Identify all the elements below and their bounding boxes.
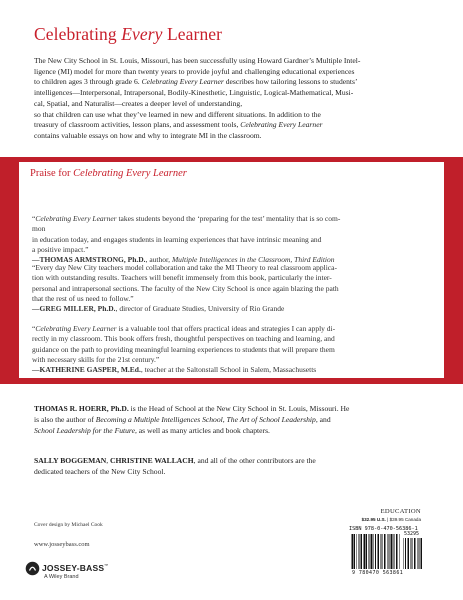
author-bio: THOMAS R. HOERR, Ph.D. is the Head of School at the New City School in St. Louis, Missouri. He is also the author of Becoming a Multiple Intelligences School, The Art of School Leadership, and School Leadership for the Future, as well as many articles and book chapters. (34, 404, 350, 435)
barcode-bars-icon (351, 534, 401, 569)
description-line: treasury of classroom activities, lesson plans, and assessment tools, Celebrating Every Learner (34, 120, 323, 130)
testimonial-gasper: “Celebrating Every Learner is a valuable tool that offers practical ideas and strategies I can apply di- rectly in my classroom. This book offers fresh, thoughtful perspectives on teaching and learning, and guidance on the path to providing meaningful learning experiences to students that will prepare them with necessary skills for the 21st century.” —KATHERINE GASPER, M.Ed., teacher at the Saltonstall School in Salem, Massachusetts (32, 324, 437, 375)
description-line: so that children can use what they’ve learned in new and different situations. In addition to the (34, 109, 321, 119)
contributors-bio: SALLY BOGGEMAN, CHRISTINE WALLACH, and all of the other contributors are the dedicated teachers of the New City School. (34, 456, 316, 476)
testimonial-attribution: —KATHERINE GASPER, M.Ed., teacher at the Saltonstall School in Salem, Massachusetts (32, 365, 317, 375)
praise-heading: Praise for Celebrating Every Learner (30, 168, 187, 179)
description-line: ligence (MI) model for more than twenty years to provide joyful and challenging educational experiences (34, 66, 355, 76)
description-line: contains valuable essays on how and why to integrate MI in the classroom. (34, 130, 262, 140)
publisher-tagline: A Wiley Brand (44, 574, 79, 580)
testimonial-miller: “Every day New City teachers model collaboration and take the MI Theory to real classroom applica- tion with outstanding results. Teachers will benefit immensely from this book, particularly the inter- personal and intrapersonal sections. The faculty of the New City School is once again blazing the path that the rest of us need to follow.” —GREG MILLER, Ph.D., director of Graduate Studies, University of Rio Grande (32, 263, 437, 314)
description-line: to children ages 3 through grade 6. Celebrating Every Learner describes how tailoring lessons to students’ (34, 77, 358, 87)
praise-panel (19, 162, 444, 378)
cover-credit: Cover design by Michael Cook (34, 522, 103, 528)
category-label: EDUCATION (380, 508, 421, 515)
description-line: cal, Spatial, and Naturalist—creates a deeper level of understanding, (34, 98, 243, 108)
publisher-name: JOSSEY-BASS™ (42, 563, 109, 573)
description-line: intelligences—Interpersonal, Intrapersonal, Bodily-Kinesthetic, Linguistic, Logical-Mathematical, Musi- (34, 88, 354, 98)
isbn-label: ISBN 978-0-470-56386-1 (349, 526, 418, 532)
testimonial-armstrong: “Celebrating Every Learner takes students beyond the ‘preparing for the test’ mentality that is so com- mon in education today, and engages students in learning experiences that have intrinsic meaning and a positive impact.” —THOMAS ARMSTRONG, Ph.D., author, Multiple Intelligences in the Classroom, Third Edition (32, 214, 437, 265)
barcode-number: 9 780470 563861 (352, 570, 404, 576)
price-label: $32.95 U.S. | $39.95 Canada (361, 517, 421, 522)
testimonial-attribution: —THOMAS ARMSTRONG, Ph.D., author, Multiple Intelligences in the Classroom, Third Edition (32, 255, 335, 265)
testimonial-attribution: —GREG MILLER, Ph.D., director of Graduate Studies, University of Rio Grande (32, 304, 285, 314)
publisher-logo (25, 560, 115, 588)
book-description (34, 56, 434, 142)
publisher-website[interactable]: www.josseybass.com (34, 541, 90, 548)
barcode-addon-number: 53295 (404, 531, 420, 537)
description-line: The New City School in St. Louis, Missouri, has been successfully using Howard Gardner’s Multiple Intel- (34, 56, 361, 65)
isbn-barcode (347, 524, 426, 578)
book-title: Celebrating Every Learner (34, 24, 223, 44)
barcode-addon-bars-icon (403, 538, 423, 569)
publisher-emblem-icon (25, 561, 40, 576)
category-price (362, 508, 421, 522)
